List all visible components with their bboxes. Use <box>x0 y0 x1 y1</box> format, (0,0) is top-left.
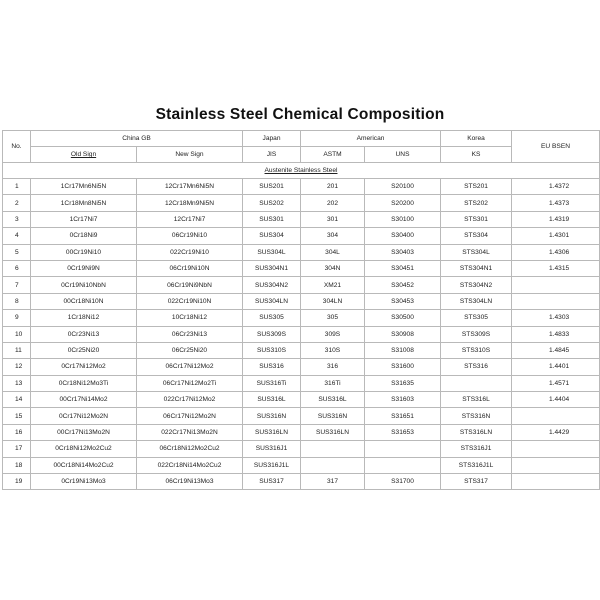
cell-old-sign: 00Cr17Ni13Mo2N <box>31 424 137 440</box>
cell-jis: SUS310S <box>243 342 301 358</box>
cell-uns: S30908 <box>365 326 441 342</box>
cell-eu-bsen: 1.4833 <box>512 326 600 342</box>
cell-uns: S31600 <box>365 359 441 375</box>
cell-jis: SUS316Ti <box>243 375 301 391</box>
cell-uns: S30452 <box>365 277 441 293</box>
cell-uns: S20200 <box>365 195 441 211</box>
cell-old-sign: 0Cr17Ni12Mo2 <box>31 359 137 375</box>
cell-old-sign: 0Cr18Ni9 <box>31 228 137 244</box>
table-row <box>3 228 600 244</box>
cell-old-sign: 1Cr17Mn6Ni5N <box>31 179 137 195</box>
cell-eu-bsen: 1.4319 <box>512 211 600 227</box>
cell-eu-bsen: 1.4315 <box>512 260 600 276</box>
header-old-sign-label: Old Sign <box>70 151 97 158</box>
cell-new-sign: 06Cr18Ni12Mo2Cu2 <box>137 441 243 457</box>
table-row <box>3 195 600 211</box>
cell-old-sign: 0Cr23Ni13 <box>31 326 137 342</box>
cell-astm: 301 <box>301 211 365 227</box>
cell-jis: SUS304LN <box>243 293 301 309</box>
cell-uns: S31653 <box>365 424 441 440</box>
cell-old-sign: 00Cr18Ni14Mo2Cu2 <box>31 457 137 473</box>
cell-astm: 310S <box>301 342 365 358</box>
cell-new-sign: 06Cr19Ni10 <box>137 228 243 244</box>
cell-astm: 304LN <box>301 293 365 309</box>
cell-astm: 202 <box>301 195 365 211</box>
cell-astm: 305 <box>301 310 365 326</box>
table-row <box>3 260 600 276</box>
header-japan: Japan <box>243 131 301 147</box>
cell-old-sign: 0Cr19Ni9N <box>31 260 137 276</box>
cell-no: 10 <box>3 326 31 342</box>
cell-no: 8 <box>3 293 31 309</box>
cell-astm: 201 <box>301 179 365 195</box>
table-row <box>3 441 600 457</box>
table-row <box>3 179 600 195</box>
table-row <box>3 277 600 293</box>
section-title <box>3 163 600 179</box>
cell-astm: 317 <box>301 474 365 490</box>
table-row <box>3 310 600 326</box>
cell-ks: STS310S <box>441 342 512 358</box>
cell-jis: SUS305 <box>243 310 301 326</box>
cell-uns: S30500 <box>365 310 441 326</box>
cell-new-sign: 12Cr18Mn9Ni5N <box>137 195 243 211</box>
cell-uns: S31700 <box>365 474 441 490</box>
cell-astm: 304L <box>301 244 365 260</box>
header-no: No. <box>3 131 31 163</box>
cell-astm: 316 <box>301 359 365 375</box>
cell-eu-bsen <box>512 293 600 309</box>
cell-ks: STS304LN <box>441 293 512 309</box>
cell-new-sign: 022Cr19Ni10 <box>137 244 243 260</box>
cell-jis: SUS316N <box>243 408 301 424</box>
cell-no: 2 <box>3 195 31 211</box>
cell-ks: STS304 <box>441 228 512 244</box>
cell-old-sign: 00Cr17Ni14Mo2 <box>31 392 137 408</box>
cell-jis: SUS316LN <box>243 424 301 440</box>
cell-ks: STS305 <box>441 310 512 326</box>
header-korea: Korea <box>441 131 512 147</box>
section-row <box>3 163 600 179</box>
cell-ks: STS316J1 <box>441 441 512 457</box>
cell-old-sign: 0Cr25Ni20 <box>31 342 137 358</box>
cell-uns: S20100 <box>365 179 441 195</box>
cell-new-sign: 022Cr17Ni12Mo2 <box>137 392 243 408</box>
cell-old-sign: 1Cr18Ni12 <box>31 310 137 326</box>
cell-jis: SUS316J1 <box>243 441 301 457</box>
cell-no: 6 <box>3 260 31 276</box>
cell-astm: 316Ti <box>301 375 365 391</box>
cell-eu-bsen: 1.4303 <box>512 310 600 326</box>
cell-no: 16 <box>3 424 31 440</box>
header-old-sign <box>31 147 137 163</box>
cell-new-sign: 06Cr19Ni9NbN <box>137 277 243 293</box>
table-row <box>3 474 600 490</box>
cell-no: 14 <box>3 392 31 408</box>
header-astm: ASTM <box>301 147 365 163</box>
cell-new-sign: 12Cr17Ni7 <box>137 211 243 227</box>
cell-ks <box>441 375 512 391</box>
header-china-gb: China GB <box>31 131 243 147</box>
cell-ks: STS316J1L <box>441 457 512 473</box>
cell-no: 17 <box>3 441 31 457</box>
cell-new-sign: 06Cr19Ni13Mo3 <box>137 474 243 490</box>
table-body <box>3 131 600 490</box>
cell-eu-bsen: 1.4404 <box>512 392 600 408</box>
cell-jis: SUS304 <box>243 228 301 244</box>
page-title: Stainless Steel Chemical Composition <box>155 106 445 123</box>
cell-old-sign: 0Cr17Ni12Mo2N <box>31 408 137 424</box>
cell-ks: STS309S <box>441 326 512 342</box>
table-row <box>3 408 600 424</box>
cell-old-sign: 1Cr18Mn8Ni5N <box>31 195 137 211</box>
cell-astm <box>301 457 365 473</box>
cell-eu-bsen: 1.4571 <box>512 375 600 391</box>
cell-no: 13 <box>3 375 31 391</box>
cell-eu-bsen: 1.4373 <box>512 195 600 211</box>
cell-old-sign: 0Cr19Ni10NbN <box>31 277 137 293</box>
cell-no: 1 <box>3 179 31 195</box>
cell-astm: 304N <box>301 260 365 276</box>
cell-no: 18 <box>3 457 31 473</box>
cell-jis: SUS317 <box>243 474 301 490</box>
table-row <box>3 244 600 260</box>
cell-astm: SUS316LN <box>301 424 365 440</box>
cell-old-sign: 0Cr19Ni13Mo3 <box>31 474 137 490</box>
header-jis: JIS <box>243 147 301 163</box>
table-row <box>3 457 600 473</box>
cell-new-sign: 06Cr17Ni12Mo2 <box>137 359 243 375</box>
cell-new-sign: 06Cr17Ni12Mo2Ti <box>137 375 243 391</box>
cell-ks: STS304N1 <box>441 260 512 276</box>
cell-ks: STS301 <box>441 211 512 227</box>
header-american: American <box>301 131 441 147</box>
table-row <box>3 342 600 358</box>
composition-table <box>2 130 600 490</box>
cell-ks: STS317 <box>441 474 512 490</box>
table-row <box>3 359 600 375</box>
cell-eu-bsen: 1.4306 <box>512 244 600 260</box>
cell-uns: S31603 <box>365 392 441 408</box>
cell-astm <box>301 441 365 457</box>
section-label: Austenite Stainless Steel <box>264 167 338 174</box>
cell-astm: XM21 <box>301 277 365 293</box>
cell-new-sign: 022Cr19Ni10N <box>137 293 243 309</box>
cell-ks: STS316L <box>441 392 512 408</box>
header-ks: KS <box>441 147 512 163</box>
cell-new-sign: 10Cr18Ni12 <box>137 310 243 326</box>
cell-no: 9 <box>3 310 31 326</box>
cell-no: 11 <box>3 342 31 358</box>
cell-uns <box>365 441 441 457</box>
cell-jis: SUS202 <box>243 195 301 211</box>
cell-ks: STS201 <box>441 179 512 195</box>
cell-no: 5 <box>3 244 31 260</box>
cell-no: 12 <box>3 359 31 375</box>
cell-old-sign: 00Cr19Ni10 <box>31 244 137 260</box>
cell-eu-bsen <box>512 408 600 424</box>
header-eu-bsen: EU BSEN <box>512 131 600 163</box>
cell-old-sign: 0Cr18Ni12Mo3Ti <box>31 375 137 391</box>
header-row-groups <box>3 131 600 147</box>
header-uns: UNS <box>365 147 441 163</box>
cell-ks: STS202 <box>441 195 512 211</box>
cell-jis: SUS201 <box>243 179 301 195</box>
table-row <box>3 293 600 309</box>
cell-eu-bsen <box>512 277 600 293</box>
table-row <box>3 424 600 440</box>
cell-uns: S31635 <box>365 375 441 391</box>
cell-new-sign: 12Cr17Mn6Ni5N <box>137 179 243 195</box>
cell-no: 4 <box>3 228 31 244</box>
cell-ks: STS304L <box>441 244 512 260</box>
cell-no: 3 <box>3 211 31 227</box>
cell-jis: SUS304N2 <box>243 277 301 293</box>
cell-jis: SUS316L <box>243 392 301 408</box>
table-row <box>3 375 600 391</box>
cell-uns: S30403 <box>365 244 441 260</box>
cell-new-sign: 06Cr25Ni20 <box>137 342 243 358</box>
cell-jis: SUS304N1 <box>243 260 301 276</box>
cell-ks: STS316LN <box>441 424 512 440</box>
cell-ks: STS316N <box>441 408 512 424</box>
table-row <box>3 211 600 227</box>
cell-uns: S31008 <box>365 342 441 358</box>
cell-ks: STS304N2 <box>441 277 512 293</box>
cell-jis: SUS316J1L <box>243 457 301 473</box>
cell-old-sign: 1Cr17Ni7 <box>31 211 137 227</box>
cell-eu-bsen: 1.4372 <box>512 179 600 195</box>
cell-jis: SUS301 <box>243 211 301 227</box>
cell-eu-bsen: 1.4429 <box>512 424 600 440</box>
cell-uns <box>365 457 441 473</box>
cell-new-sign: 06Cr19Ni10N <box>137 260 243 276</box>
cell-uns: S30400 <box>365 228 441 244</box>
cell-new-sign: 022Cr17Ni13Mo2N <box>137 424 243 440</box>
table-row <box>3 392 600 408</box>
table-row <box>3 326 600 342</box>
cell-new-sign: 06Cr23Ni13 <box>137 326 243 342</box>
cell-astm: 309S <box>301 326 365 342</box>
cell-old-sign: 00Cr18Ni10N <box>31 293 137 309</box>
cell-old-sign: 0Cr18Ni12Mo2Cu2 <box>31 441 137 457</box>
cell-uns: S30100 <box>365 211 441 227</box>
cell-no: 19 <box>3 474 31 490</box>
header-new-sign: New Sign <box>137 147 243 163</box>
cell-jis: SUS309S <box>243 326 301 342</box>
cell-no: 15 <box>3 408 31 424</box>
cell-astm: SUS316N <box>301 408 365 424</box>
cell-jis: SUS304L <box>243 244 301 260</box>
cell-eu-bsen: 1.4301 <box>512 228 600 244</box>
cell-uns: S30453 <box>365 293 441 309</box>
cell-eu-bsen <box>512 474 600 490</box>
cell-uns: S30451 <box>365 260 441 276</box>
cell-eu-bsen <box>512 441 600 457</box>
cell-astm: 304 <box>301 228 365 244</box>
cell-uns: S31651 <box>365 408 441 424</box>
cell-eu-bsen <box>512 457 600 473</box>
header-row-standards <box>3 147 600 163</box>
cell-new-sign: 06Cr17Ni12Mo2N <box>137 408 243 424</box>
cell-new-sign: 022Cr18Ni14Mo2Cu2 <box>137 457 243 473</box>
cell-jis: SUS316 <box>243 359 301 375</box>
cell-astm: SUS316L <box>301 392 365 408</box>
cell-eu-bsen: 1.4845 <box>512 342 600 358</box>
cell-eu-bsen: 1.4401 <box>512 359 600 375</box>
cell-no: 7 <box>3 277 31 293</box>
cell-ks: STS316 <box>441 359 512 375</box>
